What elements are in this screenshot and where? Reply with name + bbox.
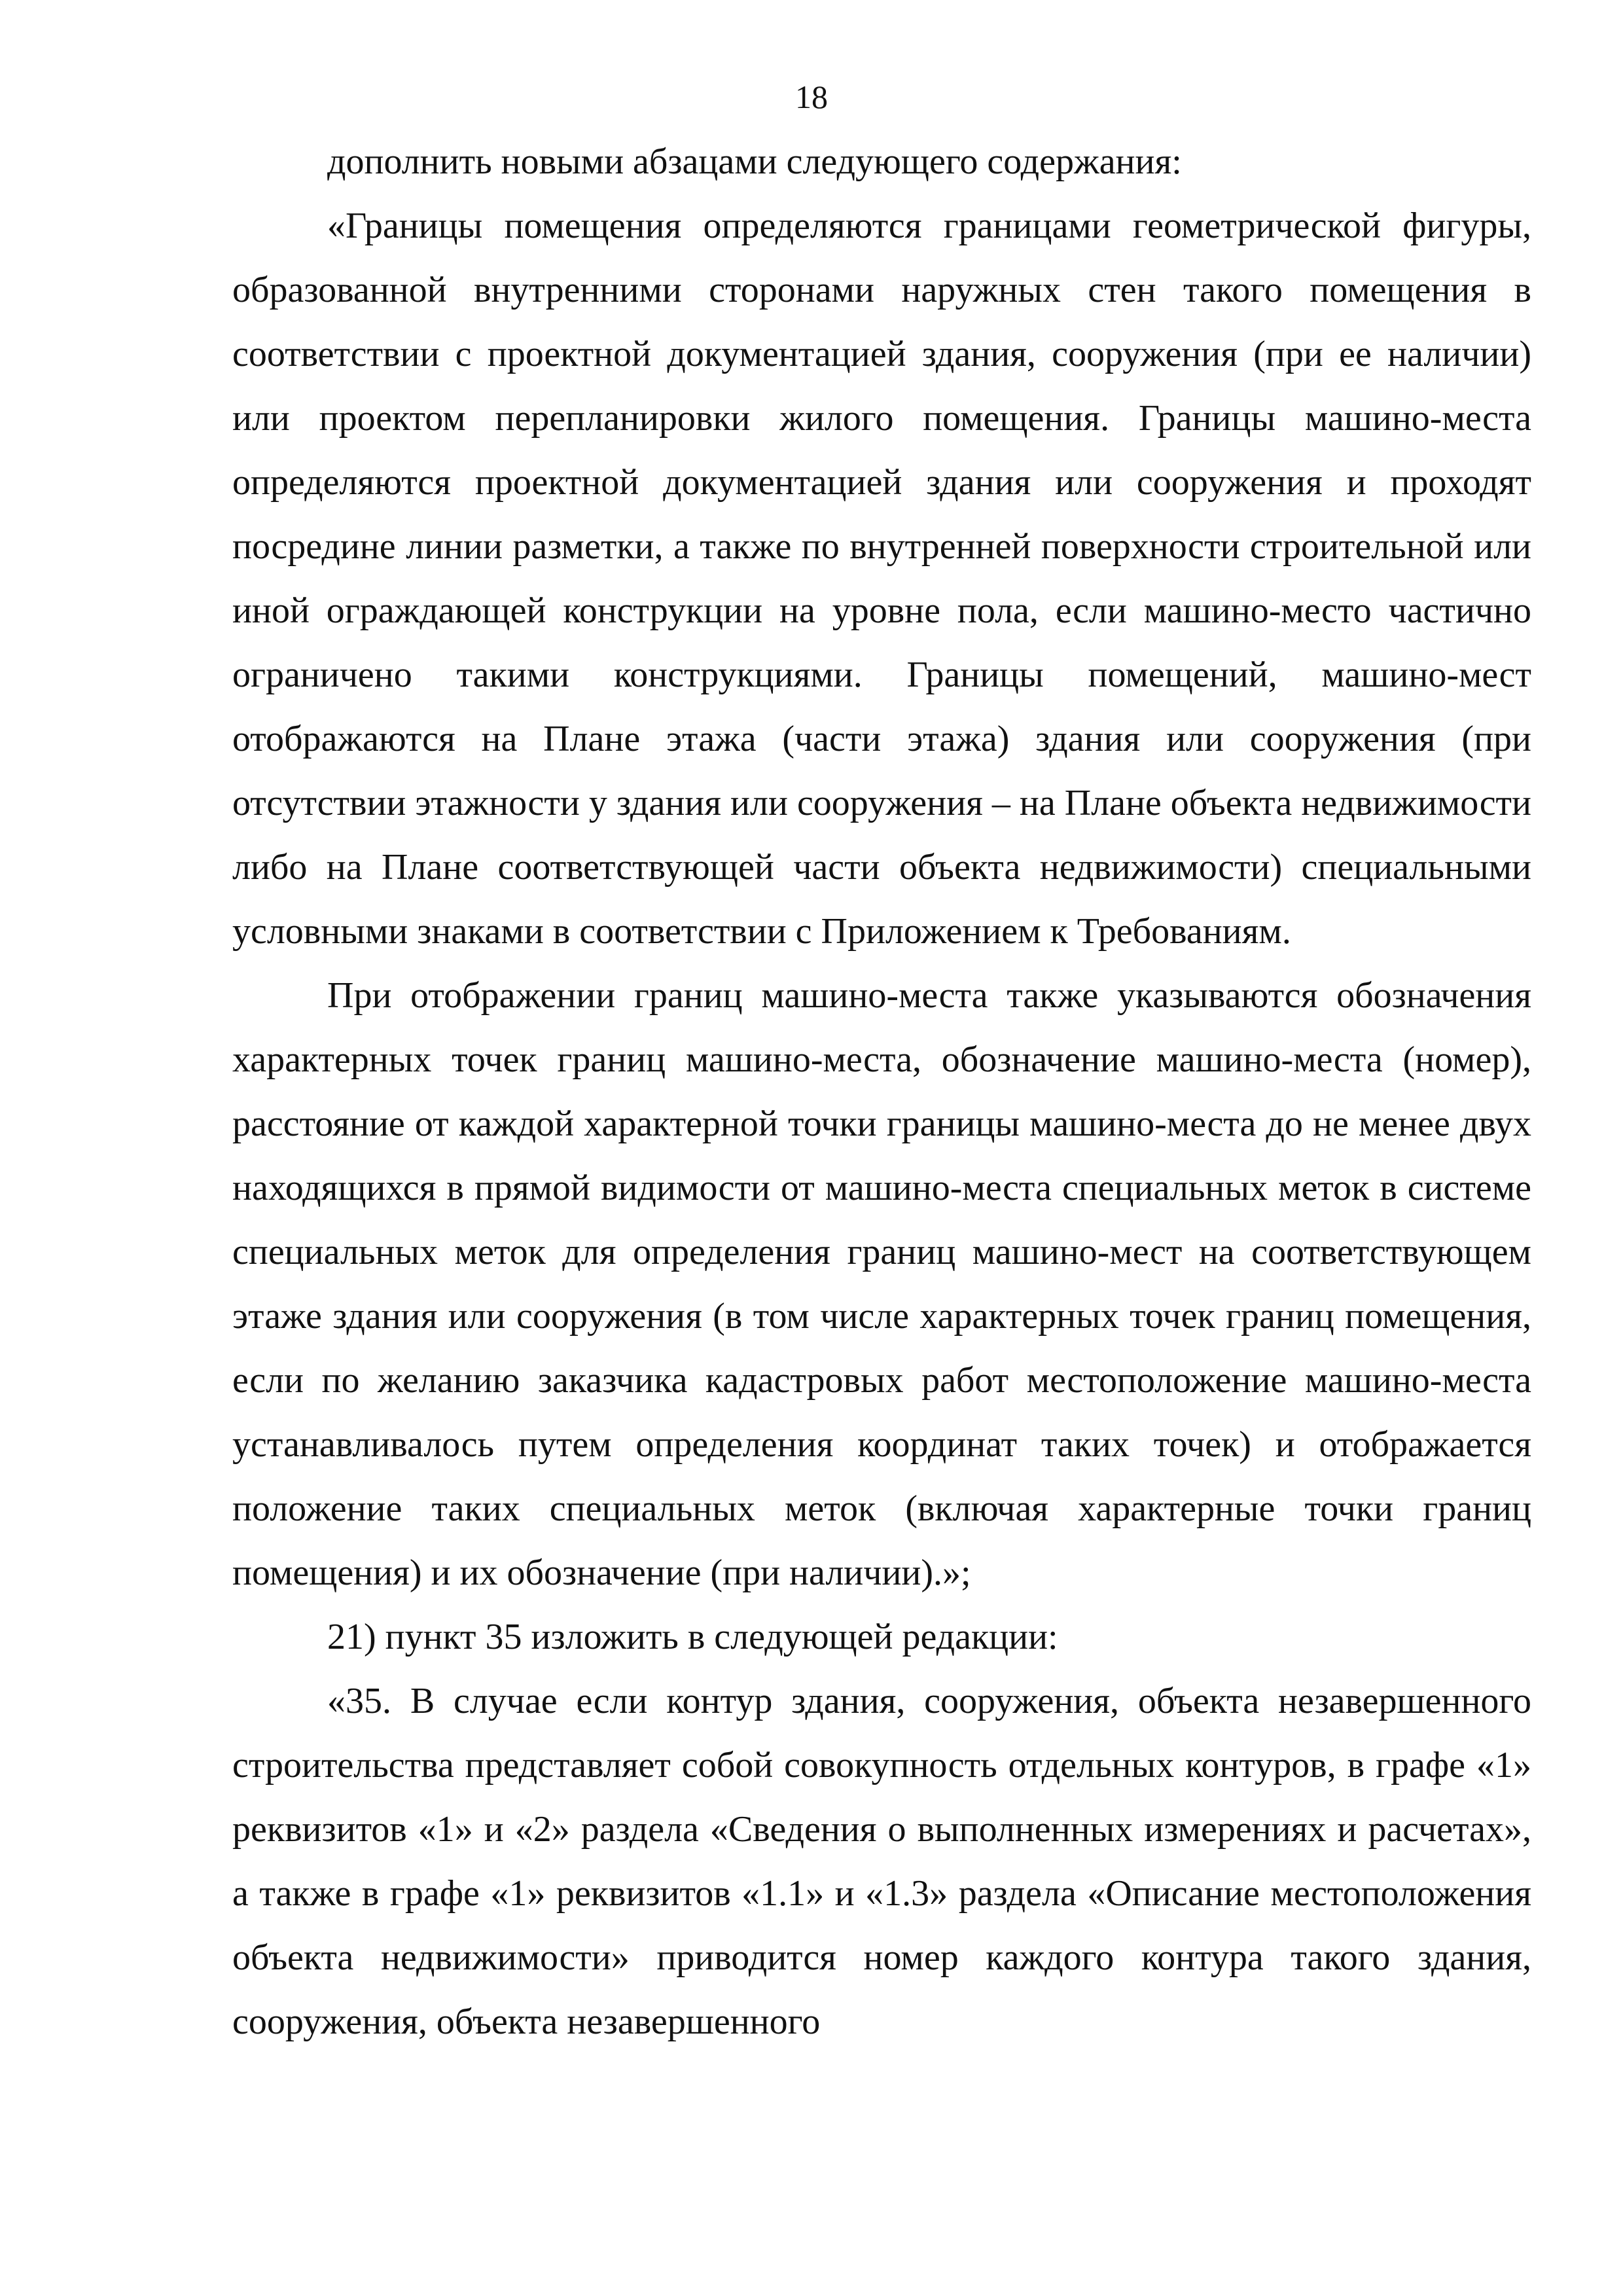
- paragraph-intro: дополнить новыми абзацами следующего содержания:: [327, 141, 1182, 182]
- paragraph-parking-space-marks: При отображении границ машино-места также указываются обозначения характерных точек границ машино-места, обозначение машино-места (номер), расстояние от каждой характерной точки границы машино-места до не менее двух находящихся в прямой видимости от машино-места специальных меток в системе специальных меток для определения границ машино-мест на соответствующем этаже здания или сооружения (в том числе характерных точек границ помещения, если по желанию заказчика кадастровых работ местоположение машино-места устанавливалось путем определения координат таких точек) и отображается положение таких специальных меток (включая характерные точки границ помещения) и их обозначение (при наличии).»;: [232, 975, 1531, 1593]
- paragraph-room-boundaries: «Границы помещения определяются границами геометрической фигуры, образованной внутренними сторонами наружных стен такого помещения в соответствии с проектной документацией здания, сооружения (при ее наличии) или проектом перепланировки жилого помещения. Границы машино-места определяются проектной документацией здания или сооружения и проходят посредине линии разметки, а также по внутренней поверхности строительной или иной ограждающей конструкции на уровне пола, если машино-место частично ограничено такими конструкциями. Границы помещений, машино-мест отображаются на Плане этажа (части этажа) здания или сооружения (при отсутствии этажности у здания или сооружения – на Плане объекта недвижимости либо на Плане соответствующей части объекта недвижимости) специальными условными знаками в соответствии с Приложением к Требованиям.: [232, 206, 1531, 952]
- paragraph-item-35: «35. В случае если контур здания, сооружения, объекта незавершенного строительства представляет собой совокупность отдельных контуров, в графе «1» реквизитов «1» и «2» раздела «Сведения о выполненных измерениях и расчетах», а также в графе «1» реквизитов «1.1» и «1.3» раздела «Описание местоположения объекта недвижимости» приводится номер каждого контура такого здания, сооружения, объекта незавершенного: [232, 1681, 1531, 2042]
- paragraph-item-21: 21) пункт 35 изложить в следующей редакции:: [327, 1617, 1058, 1657]
- document-body: [232, 130, 1531, 2054]
- page-number: 18: [795, 79, 828, 115]
